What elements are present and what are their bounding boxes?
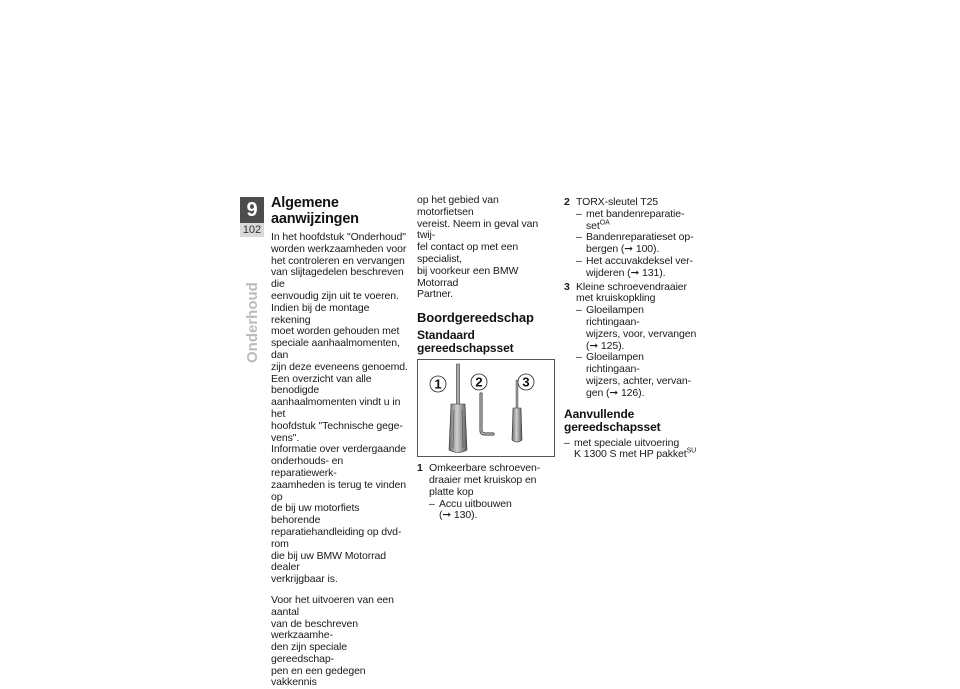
tool-item-1: 1 Omkeerbare schroeven- draaier met kruiskop en platte kop – Accu uitbouwen (➞ 130).	[417, 463, 555, 522]
label-3-circle	[518, 374, 534, 390]
label-2-circle	[471, 374, 487, 390]
torx-key-icon	[481, 394, 493, 434]
subtitle-standard-toolkit: Standaard gereedschapsset	[417, 328, 514, 356]
tools-paragraph: Voor het uitvoeren van een aantal van de beschreven werkzaamhe- den zijn speciale gereedschap- pen en een gedegen vakkennis	[271, 593, 394, 689]
item-number: 3	[564, 280, 570, 293]
tool-item-2: 2 TORX-sleutel T25 – met bandenreparatie- set$^{OA}$ – Bandenreparatieset op- bergen (➞ 100). – Het accuvakdeksel ver- wijderen (➞ 131).	[564, 197, 699, 280]
toolkit-illustration	[417, 359, 555, 457]
section-title-onboard-tools: Boordgereedschap	[417, 310, 534, 326]
page-title: Algemene aanwijzingen	[271, 195, 359, 227]
list-item: – Gloeilampen richtingaan- wijzers, achter, vervan- gen (➞ 126).	[576, 351, 691, 399]
tool-item-3: 3 Kleine schroevendraaier met kruiskopkling – Gloeilampen richtingaan- wijzers, voor, vervangen (➞ 125). – Gloeilampen richtingaan- wijzers, achter, vervan- gen (➞ 126).	[564, 282, 699, 400]
screwdriver-large-icon	[449, 364, 467, 453]
svg-text:1: 1	[434, 376, 442, 392]
chapter-name	[243, 282, 263, 363]
column-2	[417, 195, 555, 522]
chapter-number: 9	[240, 197, 264, 223]
item-number: 1	[417, 462, 423, 475]
item-number: 2	[564, 196, 570, 208]
chapter-tab	[240, 197, 264, 237]
label-1-circle	[430, 376, 446, 392]
list-item: – Accu uitbouwen (➞ 130).	[429, 497, 512, 522]
svg-text:2: 2	[475, 374, 483, 390]
chapter-name-text: Onderhoud	[244, 282, 261, 363]
list-item: – Het accuvakdeksel ver- wijderen (➞ 131).	[576, 254, 693, 279]
page-number: 102	[240, 223, 264, 237]
svg-text:3: 3	[522, 374, 530, 390]
screwdriver-small-icon	[512, 380, 522, 442]
toolkit-drawing	[418, 360, 554, 456]
list-item: – met bandenreparatie- set$^{OA}$	[576, 207, 685, 232]
continued-paragraph: op het gebied van motorfietsen vereist. Neem in geval van twij- fel contact op met een specialist, bij voorkeur een BMW Motorrad Partner.	[417, 194, 539, 301]
intro-paragraph: In het hoofdstuk "Onderhoud" worden werkzaamheden voor het controleren en vervangen van slijtagedelen beschreven die eenvoudig zijn uit te voeren. Indien bij de montage rekening moet worden gehouden met speciale aanhaalmomenten, dan zijn deze eveneens genoemd. Een overzicht van alle benodigde aanhaalmomenten vindt u in het hoofdstuk "Technische gege- vens". Informatie over verdergaande onderhouds- en reparatiewerk- zaamheden is terug te vinden op de bij uw motorfiets behorende reparatiehandleiding op dvd-rom die bij uw BMW Motorrad dealer verkrijgbaar is.	[271, 231, 408, 586]
list-item: – Gloeilampen richtingaan- wijzers, voor, vervangen (➞ 125).	[576, 304, 697, 352]
list-item: – Bandenreparatieset op- bergen (➞ 100).	[576, 231, 694, 256]
column-1	[271, 195, 411, 689]
list-item: – met speciale uitvoering K 1300 S met HP pakket$^{SU}$	[564, 436, 697, 461]
subtitle-additional-toolkit: Aanvullende gereedschapsset	[564, 406, 661, 434]
column-3	[564, 195, 699, 461]
